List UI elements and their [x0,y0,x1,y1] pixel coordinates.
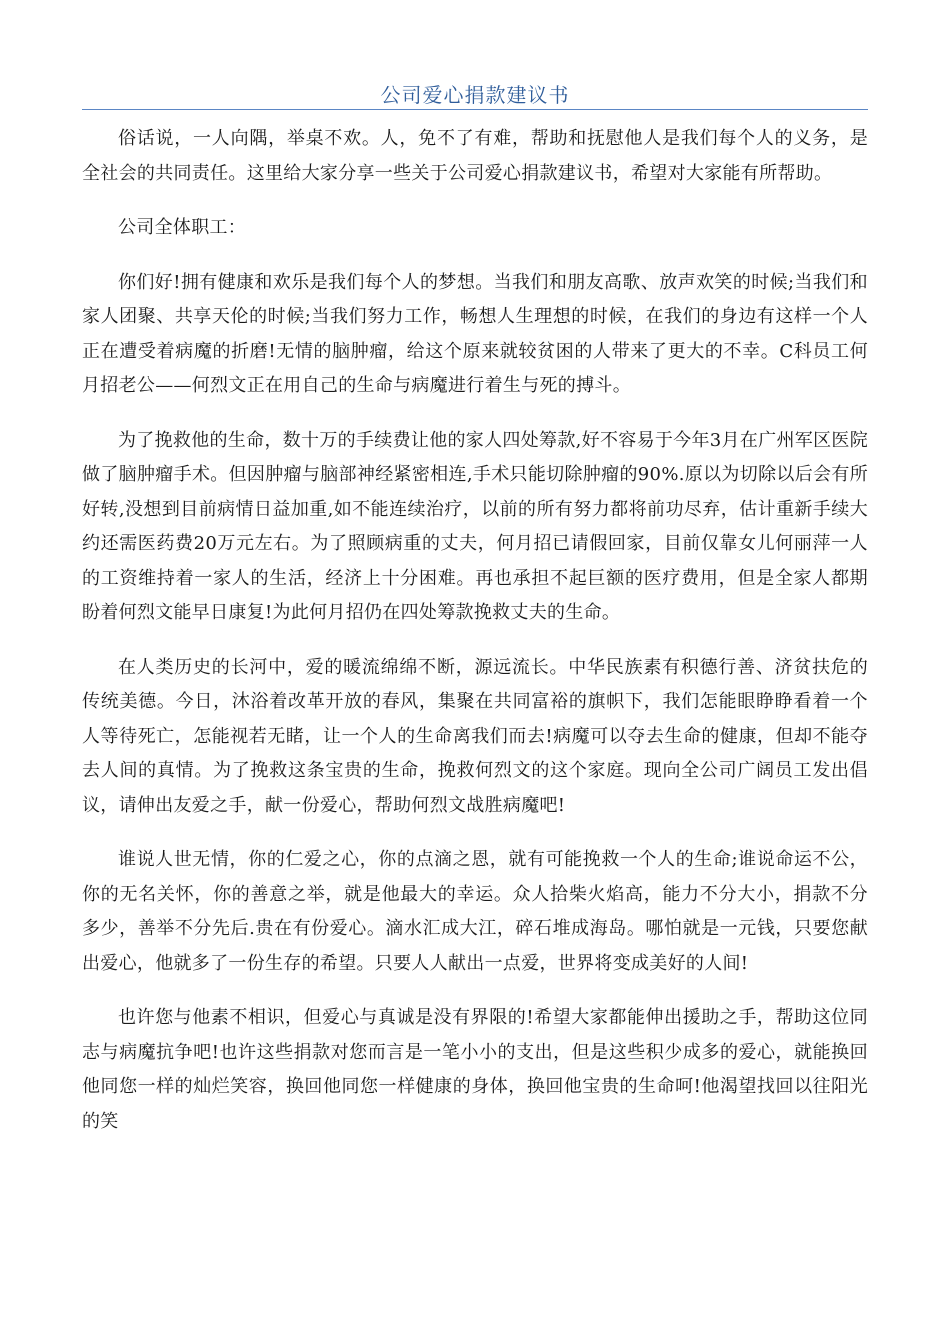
paragraph-appeal: 在人类历史的长河中，爱的暖流绵绵不断，源远流长。中华民族素有积德行善、济贫扶危的传统美德。今日，沐浴着改革开放的春风，集聚在共同富裕的旗帜下，我们怎能眼睁睁看着一个人等待死亡，怎能视若无睹，让一个人的生命离我们而去!病魔可以夺去生命的健康，但却不能夺去人间的真情。为了挽救这条宝贵的生命，挽救何烈文的这个家庭。现向全公司广阔员工发出倡议，请伸出友爱之手，献一份爱心，帮助何烈文战胜病魔吧! [82,656,868,816]
paragraph-intro: 俗话说，一人向隅，举桌不欢。人，免不了有难，帮助和抚慰他人是我们每个人的义务，是全社会的共同责任。这里给大家分享一些关于公司爱心捐款建议书，希望对大家能有所帮助。 [82,128,868,184]
paragraph-greeting: 你们好!拥有健康和欢乐是我们每个人的梦想。当我们和朋友高歌、放声欢笑的时候;当我们和家人团聚、共享天伦的时候;当我们努力工作，畅想人生理想的时候，在我们的身边有这样一个人正在遭受着病魔的折磨!无情的脑肿瘤，给这个原来就较贫困的人带来了更大的不幸。C科员工何月招老公——何烈文正在用自己的生命与病魔进行着生与死的搏斗。 [82,271,868,396]
title-underline [82,109,868,110]
document-body [82,122,868,1159]
paragraph-situation: 为了挽救他的生命，数十万的手续费让他的家人四处筹款,好不容易于今年3月在广州军区医院做了脑肿瘤手术。但因肿瘤与脑部神经紧密相连,手术只能切除肿瘤的90%.原以为切除以后会有所好转,没想到目前病情日益加重,如不能连续治疗，以前的所有努力都将前功尽弃，估计重新手续大约还需医药费20万元左右。为了照顾病重的丈夫，何月招已请假回家，目前仅靠女儿何丽萍一人的工资维持着一家人的生活，经济上十分困难。再也承担不起巨额的医疗费用，但是全家人都期盼着何烈文能早日康复!为此何月招仍在四处筹款挽救丈夫的生命。 [82,429,868,623]
paragraph-encouragement: 谁说人世无情，你的仁爱之心，你的点滴之恩，就有可能挽救一个人的生命;谁说命运不公，你的无名关怀，你的善意之举，就是他最大的幸运。众人拾柴火焰高，能力不分大小，捐款不分多少，善举不分先后.贵在有份爱心。滴水汇成大江，碎石堆成海岛。哪怕就是一元钱，只要您献出爱心，他就多了一份生存的希望。只要人人献出一点爱，世界将变成美好的人间! [82,849,868,974]
paragraph-closing: 也许您与他素不相识，但爱心与真诚是没有界限的!希望大家都能伸出援助之手，帮助这位同志与病魔抗争吧!也许这些捐款对您而言是一笔小小的支出，但是这些积少成多的爱心，就能换回他同您一样的灿烂笑容，换回他同您一样健康的身体，换回他宝贵的生命呵!他渴望找回以往阳光的笑 [82,1007,868,1132]
document-title: 公司爱心捐款建议书 [380,83,570,107]
paragraph-salutation: 公司全体职工： [118,217,247,238]
